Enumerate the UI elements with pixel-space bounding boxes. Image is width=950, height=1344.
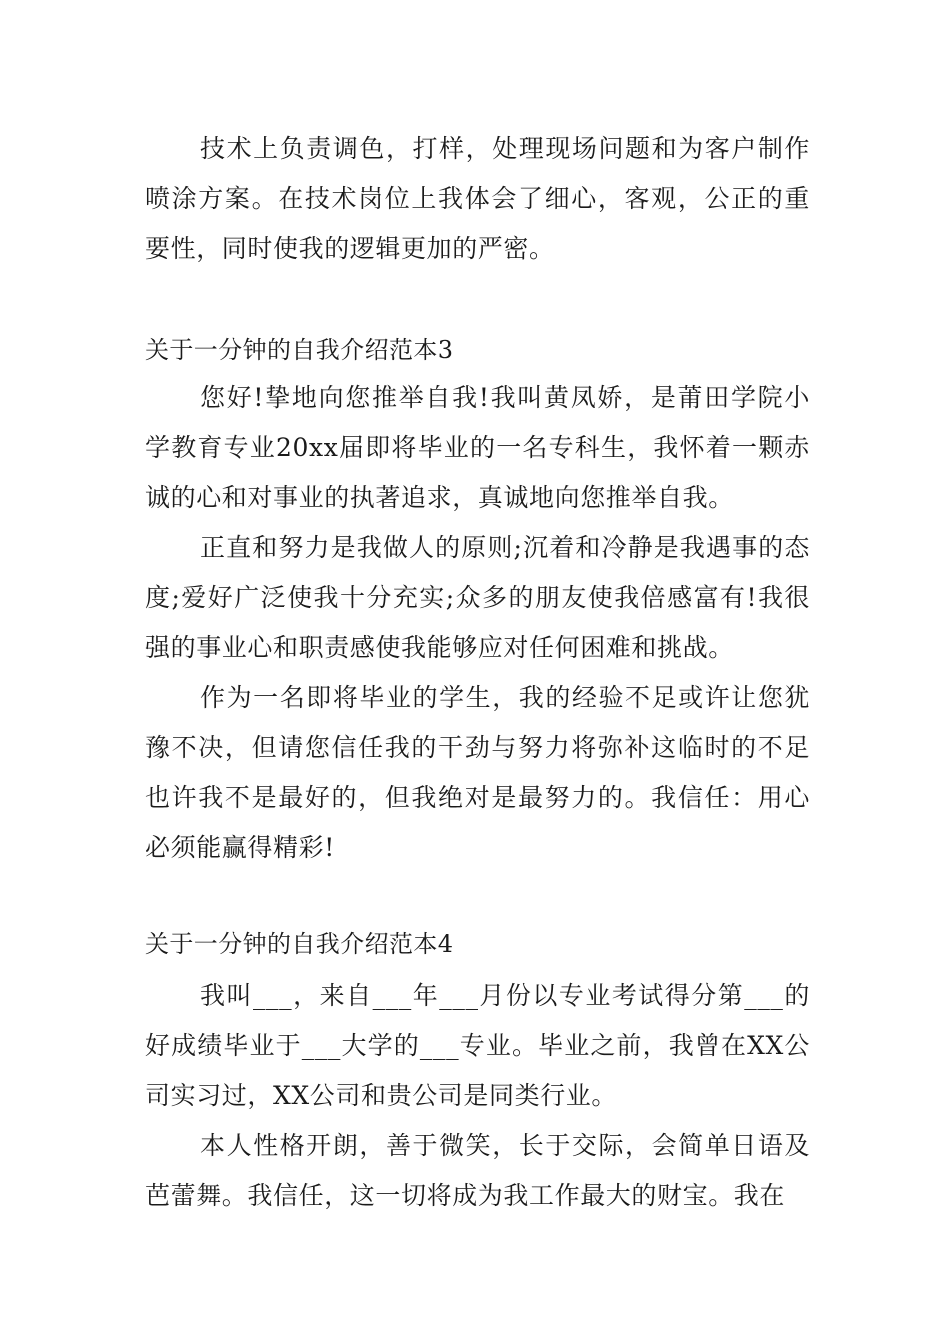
paragraph-text: 正直和努力是我做人的原则;沉着和冷静是我遇事的态度;爱好广泛使我十分充实;众多的朋友使我倍感富有!我很强的事业心和职责感使我能够应对任何困难和挑战。 <box>145 533 810 662</box>
paragraph-text: 作为一名即将毕业的学生，我的经验不足或许让您犹豫不决，但请您信任我的干劲与努力将弥补这临时的不足也许我不是最好的，但我绝对是最努力的。我信任：用心必须能赢得精彩! <box>145 683 810 862</box>
section-4-paragraph-1 <box>145 971 810 1121</box>
section-3-paragraph-1 <box>145 373 810 523</box>
paragraph-technical <box>145 124 810 274</box>
paragraph-text: 本人性格开朗，善于微笑，长于交际，会简单日语及芭蕾舞。我信任，这一切将成为我工作最大的财宝。我在 <box>145 1131 810 1210</box>
paragraph-text: 您好!挚地向您推举自我!我叫黄凤娇，是莆田学院小学教育专业20xx届即将毕业的一名专科生，我怀着一颗赤诚的心和对事业的执著追求，真诚地向您推举自我。 <box>145 383 810 512</box>
section-3-heading: 关于一分钟的自我介绍范本3 <box>145 336 454 364</box>
paragraph-text: 技术上负责调色，打样，处理现场问题和为客户制作喷涂方案。在技术岗位上我体会了细心，客观，公正的重要性，同时使我的逻辑更加的严密。 <box>145 134 810 263</box>
section-4-paragraph-2 <box>145 1121 810 1221</box>
section-3-paragraph-2 <box>145 523 810 673</box>
section-4-heading: 关于一分钟的自我介绍范本4 <box>145 930 454 958</box>
paragraph-text: 我叫___，来自___年___月份以专业考试得分第___的好成绩毕业于___大学的___专业。毕业之前，我曾在XX公司实习过，XX公司和贵公司是同类行业。 <box>145 981 810 1110</box>
section-3-paragraph-3 <box>145 673 810 873</box>
